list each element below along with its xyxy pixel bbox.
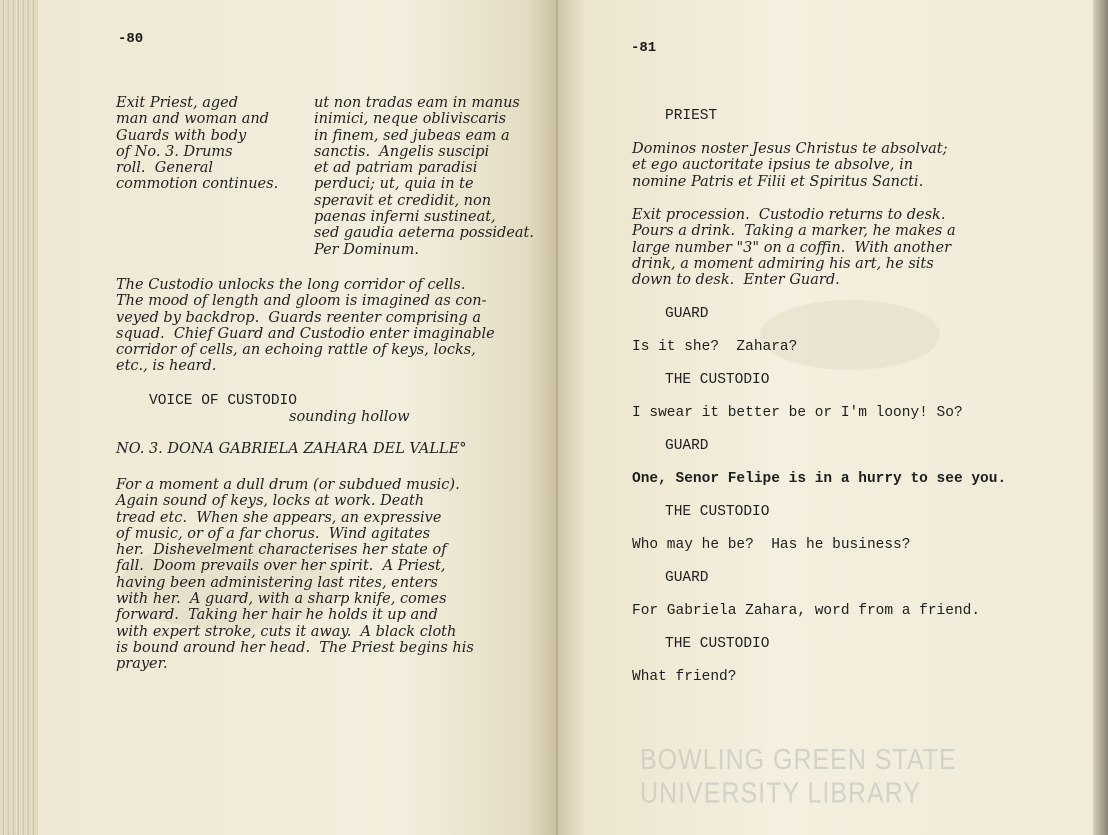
voice-direction: sounding hollow (289, 409, 410, 425)
speaker-heading: THE CUSTODIO (665, 372, 770, 388)
dialogue-line: What friend? (632, 669, 737, 685)
prisoner-announcement: NO. 3. DONA GABRIELA ZAHARA DEL VALLE° (116, 441, 467, 457)
dialogue-line: I swear it better be or I'm loony! So? (632, 405, 963, 421)
latin-prayer-block: ut non tradas eam in manus inimici, neque obliviscaris in finem, sed jubeas eam a sanctis. Angelis suscipi et ad patriam paradisi perduci; ut, quia in te speravit et credidit, non paenas inferni sustineat, sed gaudia aeterna possideat. Per Dominum. (314, 95, 534, 258)
dialogue-line: One, Senor Felipe is in a hurry to see you. (632, 471, 1007, 487)
speaker-heading: GUARD (665, 306, 709, 322)
speaker-heading: THE CUSTODIO (665, 636, 770, 652)
dialogue-line: Who may he be? Has he business? (632, 537, 911, 553)
stage-direction-execution: For a moment a dull drum (or subdued music). Again sound of keys, locks at work. Death tread etc. When she appears, an expressive of music, or of a far chorus. Wind agitates her. Dishevelment characterises her state of fall. Doom prevails over her spirit. A Priest, having been administering last rites, enters with her. A guard, with a sharp knife, comes forward. Taking her hair he holds it up and with expert stroke, cuts it away. A black cloth is bound around her head. The Priest begins his prayer. (116, 477, 474, 673)
library-stamp-bleedthrough: BOWLING GREEN STATE UNIVERSITY LIBRARY (640, 743, 957, 810)
paper-stain (760, 300, 940, 370)
right-page-number: -81 (631, 40, 657, 56)
speaker-heading: GUARD (665, 438, 709, 454)
left-page-edges (0, 0, 38, 835)
voice-of-custodio-heading: VOICE OF CUSTODIO (149, 393, 297, 409)
priest-latin-absolution: Dominos noster Jesus Christus te absolvat; et ego auctoritate ipsius te absolve, in nomine Patris et Filii et Spiritus Sancti. (632, 141, 948, 190)
stage-direction-procession: Exit procession. Custodio returns to desk. Pours a drink. Taking a marker, he makes a large number "3" on a coffin. With another drink, a moment admiring his art, he sits down to desk. Enter Guard. (632, 207, 956, 289)
speaker-heading: THE CUSTODIO (665, 504, 770, 520)
dialogue-line: For Gabriela Zahara, word from a friend. (632, 603, 981, 619)
left-page-number: -80 (118, 31, 144, 47)
dialogue-line: Is it she? Zahara? (632, 339, 798, 355)
stage-direction-corridor: The Custodio unlocks the long corridor of cells. The mood of length and gloom is imagined as con- veyed by backdrop. Guards reenter comprising a squad. Chief Guard and Custodio enter imaginable corridor of cells, an echoing rattle of keys, locks, etc., is heard. (116, 277, 495, 375)
right-page-edge (1093, 0, 1108, 835)
speaker-heading: GUARD (665, 570, 709, 586)
stage-direction-exit-priest: Exit Priest, aged man and woman and Guards with body of No. 3. Drums roll. General commotion continues. (116, 95, 279, 193)
priest-heading: PRIEST (665, 108, 718, 124)
